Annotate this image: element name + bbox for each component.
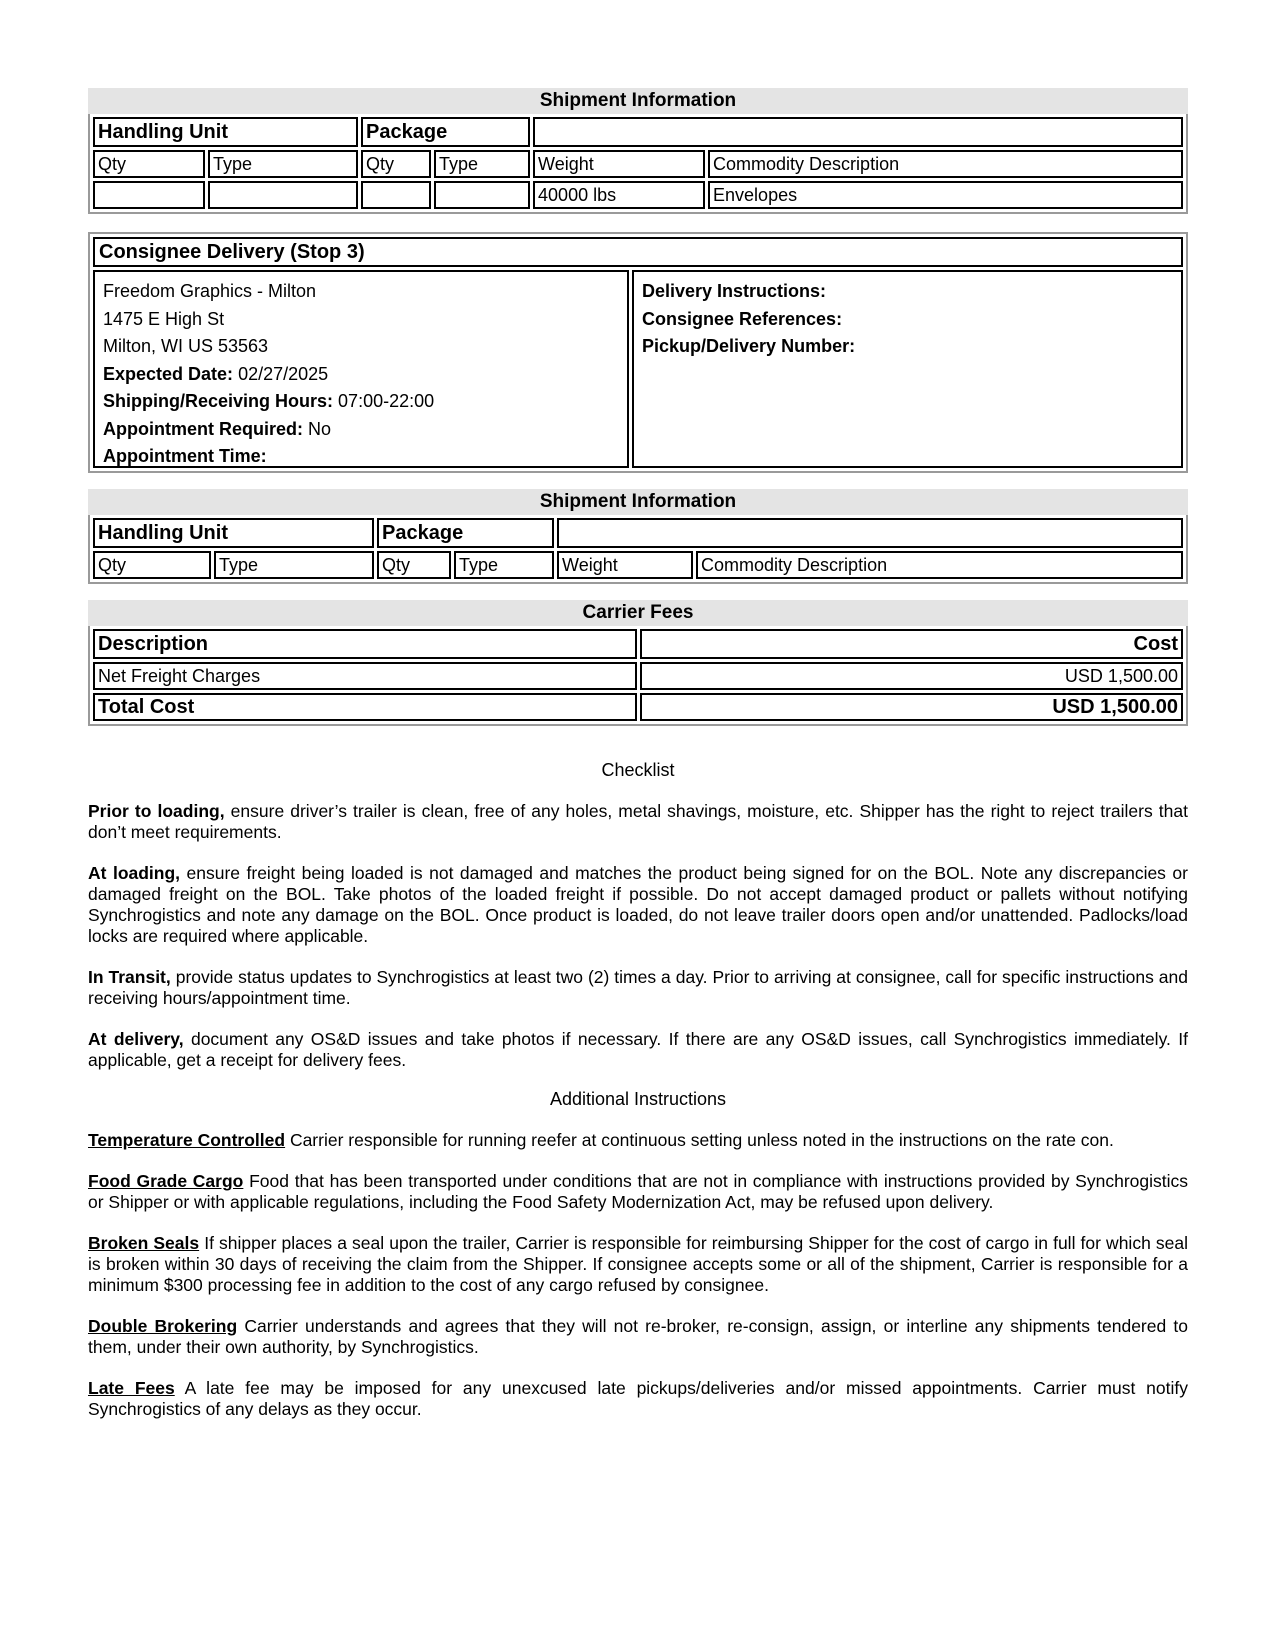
- instruction-item: Late Fees A late fee may be imposed for any unexcused late pickups/deliveries and/or missed appointments. Carrier must notify Synchrogistics of any delays as they occur.: [88, 1378, 1189, 1419]
- instruction-item: Broken Seals If shipper places a seal upon the trailer, Carrier is responsible for reimbursing Shipper for the cost of cargo in full for which seal is broken within 30 days of receiving the claim from the Shipper. If consignee accepts some or all of the shipment, Carrier is responsible for a minimum $300 processing fee in addition to the cost of any cargo refused by consignee.: [88, 1233, 1188, 1295]
- receiving-hours-value: 07:00-22:00: [338, 391, 435, 411]
- cell-empty: [361, 181, 431, 209]
- consignee-address-line1: 1475 E High St: [103, 308, 225, 329]
- col-type: Type: [454, 551, 554, 579]
- checklist-title: Checklist: [601, 760, 675, 780]
- package-header: Package: [361, 117, 530, 147]
- consignee-address-line2: Milton, WI US 53563: [103, 336, 269, 356]
- page-content: [88, 88, 1188, 726]
- col-qty: Qty: [93, 551, 211, 579]
- col-type: Type: [214, 551, 374, 579]
- carrier-fees-table: [88, 626, 1188, 726]
- checklist-section: [88, 760, 1188, 1420]
- expected-date-value: 02/27/2025: [238, 363, 329, 384]
- fee-cost: USD 1,500.00: [640, 662, 1184, 690]
- cell-weight: 40000 lbs: [533, 181, 705, 209]
- empty-header: [557, 518, 1183, 548]
- receiving-hours: [103, 388, 619, 416]
- total-cost-value: USD 1,500.00: [640, 693, 1184, 721]
- col-commodity: Commodity Description: [696, 551, 1183, 579]
- empty-header: [533, 117, 1183, 147]
- table-row: [93, 551, 1183, 579]
- col-commodity: Commodity Description: [708, 150, 1183, 178]
- checklist-item: At loading, ensure freight being loaded is not damaged and matches the product being signed for on the BOL. Note any discrepancies or damaged freight on the BOL. Take photos of the loaded freight if possible. Do not accept damaged product or pallets without notifying Synchrogistics and note any damage on the BOL. Once product is loaded, do not leave trailer doors open and/or unattended. Padlocks/load locks are required where applicable.: [88, 863, 1188, 946]
- cell-empty: [93, 181, 205, 209]
- shipment-info-title: Shipment Information: [88, 489, 1188, 515]
- table-header-row: [93, 117, 1183, 147]
- shipment-info-table: [88, 114, 1188, 214]
- col-qty: Qty: [361, 150, 431, 178]
- col-qty: Qty: [93, 150, 205, 178]
- description-header: Description: [93, 629, 637, 659]
- handling-unit-header: Handling Unit: [93, 117, 358, 147]
- consignee-title: Consignee Delivery (Stop 3): [93, 237, 1183, 267]
- expected-date-label: Expected Date:: [103, 363, 234, 384]
- appointment-required: [103, 416, 619, 444]
- cell-empty: [208, 181, 358, 209]
- consignee-instructions-box: [632, 270, 1183, 468]
- total-cost-label: Total Cost: [93, 693, 637, 721]
- shipment-info-section-1: [88, 88, 1188, 214]
- delivery-instructions-label: Delivery Instructions:: [642, 281, 827, 301]
- shipment-info-table: [88, 515, 1188, 584]
- table-row: [93, 150, 1183, 178]
- expected-date: [103, 361, 619, 389]
- checklist-item: Prior to loading, ensure driver’s trailer is clean, free of any holes, metal shavings, moisture, etc. Shipper has the right to reject trailers that don’t meet requirements.: [88, 801, 1188, 842]
- cell-commodity: Envelopes: [708, 181, 1183, 209]
- col-weight: Weight: [557, 551, 693, 579]
- shipment-info-section-2: [88, 489, 1188, 584]
- additional-instructions-title: Additional Instructions: [549, 1089, 727, 1109]
- appointment-required-label: Appointment Required:: [103, 418, 303, 439]
- instruction-item: Food Grade Cargo Food that has been transported under conditions that are not in compliance with instructions provided by Synchrogistics or Shipper or with applicable regulations, including the Food Safety Modernization Act, may be refused upon delivery.: [88, 1171, 1188, 1212]
- consignee-address-box: [93, 270, 629, 468]
- appointment-time: [103, 443, 619, 471]
- table-row: [93, 181, 1183, 209]
- col-type: Type: [434, 150, 530, 178]
- handling-unit-header: Handling Unit: [93, 518, 374, 548]
- checklist-item: At delivery, document any OS&D issues and take photos if necessary. If there are any OS&D issues, call Synchrogistics immediately. If applicable, get a receipt for delivery fees.: [88, 1029, 1188, 1070]
- cell-empty: [434, 181, 530, 209]
- shipment-info-title: Shipment Information: [88, 88, 1188, 114]
- table-row: [93, 662, 1183, 690]
- carrier-fees-title: Carrier Fees: [88, 600, 1188, 626]
- checklist-item: In Transit, provide status updates to Synchrogistics at least two (2) times a day. Prior to arriving at consignee, call for specific instructions and receiving hours/appointment time.: [88, 967, 1189, 1008]
- instruction-item: Double Brokering Carrier understands and agrees that they will not re-broker, re-consign, assign, or interline any shipments tendered to them, under their own authority, by Synchrogistics.: [88, 1316, 1188, 1357]
- appointment-required-value: No: [308, 418, 332, 439]
- consignee-name: Freedom Graphics - Milton: [103, 281, 317, 301]
- consignee-references-label: Consignee References:: [642, 308, 843, 329]
- col-type: Type: [208, 150, 358, 178]
- package-header: Package: [377, 518, 554, 548]
- consignee-section: [88, 232, 1188, 473]
- appointment-time-label: Appointment Time:: [103, 446, 267, 466]
- instruction-item: Temperature Controlled Carrier responsible for running reefer at continuous setting unless noted in the instructions on the rate con.: [88, 1130, 1114, 1150]
- col-weight: Weight: [533, 150, 705, 178]
- table-header-row: [93, 518, 1183, 548]
- col-qty: Qty: [377, 551, 451, 579]
- cost-header: Cost: [640, 629, 1184, 659]
- total-row: [93, 693, 1183, 721]
- table-header-row: [93, 629, 1183, 659]
- pickup-delivery-number-label: Pickup/Delivery Number:: [642, 336, 856, 356]
- receiving-hours-label: Shipping/Receiving Hours:: [103, 391, 334, 411]
- fee-description: Net Freight Charges: [93, 662, 637, 690]
- carrier-fees-section: [88, 600, 1188, 726]
